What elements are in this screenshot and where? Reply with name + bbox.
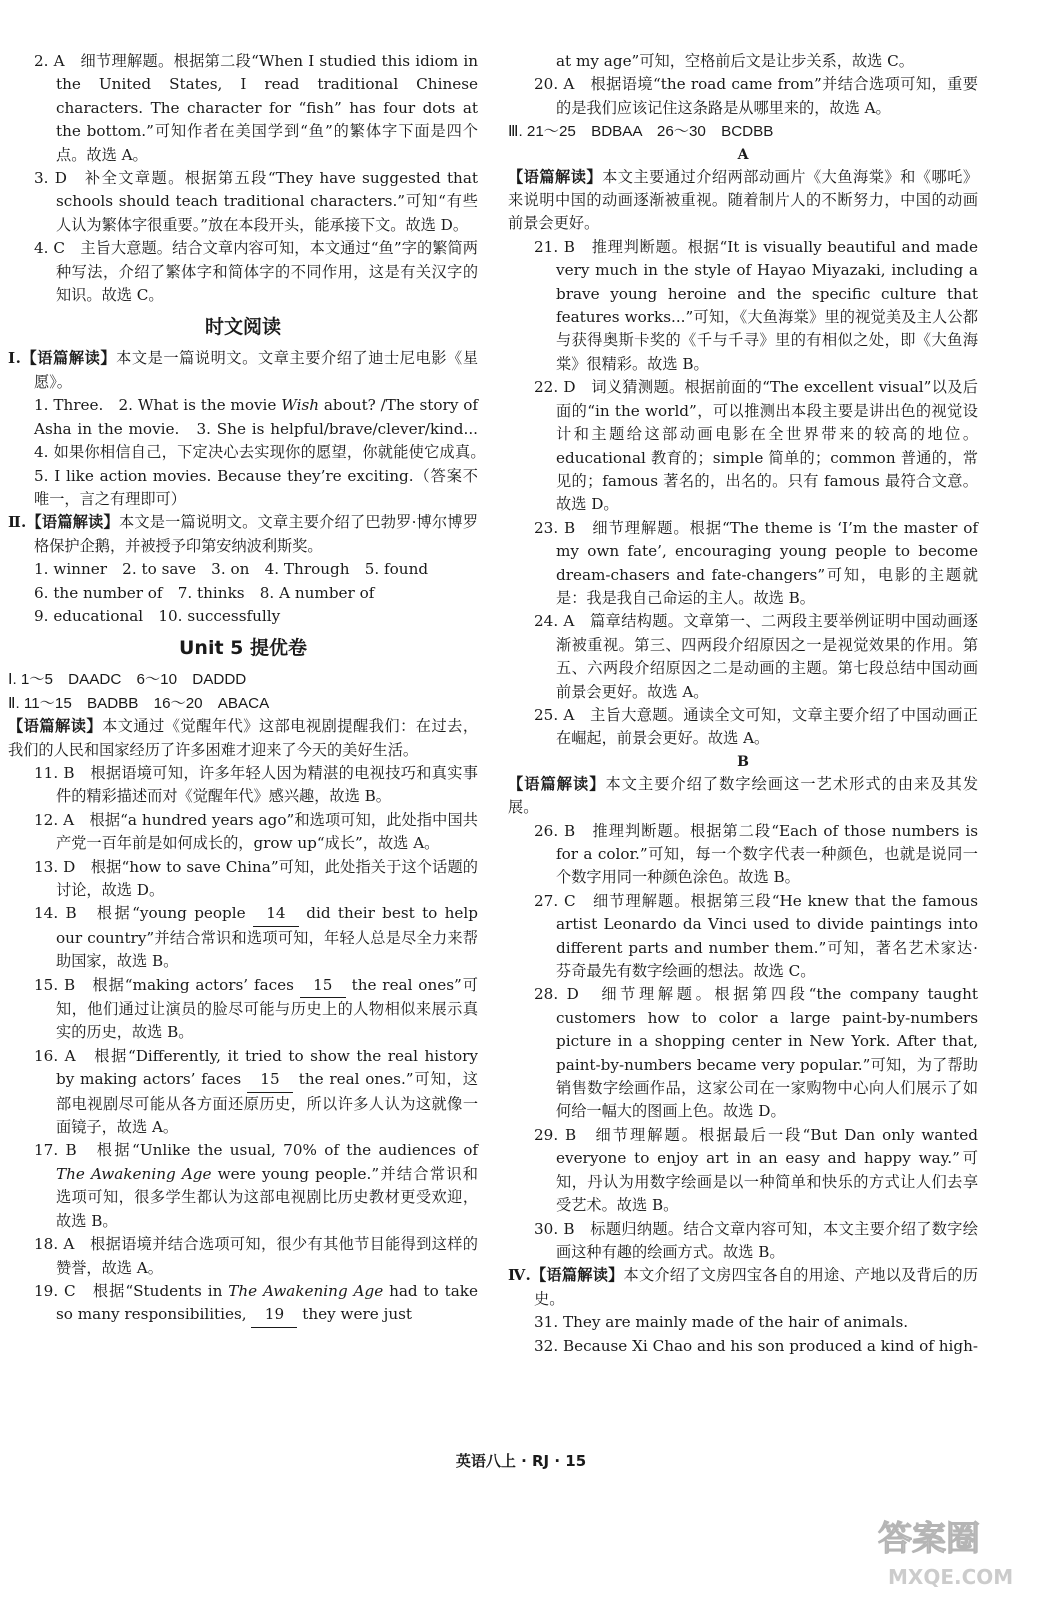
passage-note-A bbox=[508, 166, 978, 236]
roman-numeral: Ⅰ. bbox=[8, 349, 21, 368]
answer-item-3: 3. D 补全文章题。根据第五段“They have suggested that schools should teach traditional characters.”可知“有些人认为繁体字很重要。”放在本段开头，能承接下文。故选 D。 bbox=[34, 169, 478, 234]
blank-number: 15 bbox=[300, 974, 346, 998]
answer-item-21: 21. B 推理判断题。根据“It is visually beautiful and made very much in the style of Hayao Miyazaki, including a brave young heroine and the specific culture that features works...”可知，《大鱼海棠》里的视觉美及主人公都与获得奥斯卡奖的《千与千寻》里的有相似之处，即《大鱼海棠》很精彩。故选 B。 bbox=[534, 237, 978, 373]
answer-text: 14. B 根据“young people bbox=[34, 904, 253, 923]
note-text: 本文主要介绍了数字绘画这一艺术形式的由来及其发展。 bbox=[508, 774, 979, 817]
answer-item-32: 32. Because Xi Chao and his son produced a kind of high- bbox=[534, 1336, 979, 1355]
answer-text: about? /The story of Asha in the movie. 3. She is helpful/brave/clever/kind... 4. 如果你相信自己，下定决心去实现你的愿望，你就能使它成真。 5. I like action movies. Because they’re exciting.（答案不唯一，言之有理即可） bbox=[34, 396, 494, 508]
answer-text: did their best to help our country”并结合常识和选项可知，年轻人总是尽全力来帮助国家，故选 B。 bbox=[56, 904, 478, 971]
answer-item-14 bbox=[8, 902, 478, 973]
answer-item-20: 20. A 根据语境“the road came from”并结合选项可知，重要的是我们应该记住这条路是从哪里来的，故选 A。 bbox=[534, 75, 978, 117]
answer-text: 19. C 根据“Students in bbox=[34, 1281, 229, 1300]
answer-key-II: Ⅱ. 11～15 BADBB 16～20 ABACA bbox=[8, 694, 270, 712]
note-badge: 【语篇解读】 bbox=[508, 774, 606, 793]
answer-item-12: 12. A 根据“a hundred years ago”和选项可知，此处指中国共产党一百年前是如何成长的，grow up“成长”，故选 A。 bbox=[34, 810, 478, 853]
note-badge: 【语篇解读】 bbox=[26, 513, 119, 532]
note-text: 本文是一篇说明文。文章主要介绍了迪士尼电影《星愿》。 bbox=[34, 349, 479, 391]
page-footer: 英语八上 · RJ · 15 bbox=[455, 1452, 587, 1470]
answers-II-line-2: 6. the number of 7. thinks 8. A number of bbox=[34, 583, 375, 602]
answer-item-30: 30. B 标题归纳题。结合文章内容可知，本文主要介绍了数字绘画这种有趣的绘画方式。故选 B。 bbox=[534, 1219, 978, 1261]
passage-note-IV bbox=[508, 1264, 978, 1311]
watermark-url: MXQE.COM bbox=[888, 1565, 1014, 1589]
section-heading-unit5: Unit 5 提优卷 bbox=[179, 637, 307, 660]
answer-text: 17. B 根据“Unlike the usual, 70% of the audiences of bbox=[34, 1141, 478, 1160]
watermark-text: 答案圈 bbox=[878, 1519, 980, 1559]
right-column bbox=[508, 50, 978, 1358]
answer-text: 15. B 根据“making actors’ faces bbox=[34, 975, 300, 994]
passage-note-B bbox=[508, 773, 978, 820]
answer-text: 16. A 根据“Differently, it tried to show the real history by making actors’ faces bbox=[34, 1046, 478, 1089]
left-column bbox=[8, 50, 494, 1328]
answer-text: they were just bbox=[297, 1305, 413, 1324]
answer-item-15 bbox=[8, 974, 478, 1045]
answer-item-24: 24. A 篇章结构题。文章第一、二两段主要举例证明中国动画逐渐被重视。第三、四两段介绍原因之一是视觉效果的作用。第五、六两段介绍原因之二是动画的主题。第七段总结中国动画前景会更好。故选 A。 bbox=[534, 612, 978, 701]
answer-key-III: Ⅲ. 21～25 BDBAA 26～30 BCDBB bbox=[508, 123, 774, 141]
show-title: The Awakening Age bbox=[228, 1281, 384, 1300]
passage-note-unit5 bbox=[8, 715, 478, 762]
note-text: 本文介绍了文房四宝各自的用途、产地以及背后的历史。 bbox=[534, 1266, 978, 1308]
answer-item-16 bbox=[8, 1045, 478, 1140]
note-text: 本文是一篇说明文。文章主要介绍了巴勃罗·博尔博罗格保护企鹅，并被授予印第安纳波利斯奖。 bbox=[34, 513, 479, 555]
passage-note-II bbox=[8, 511, 478, 558]
answer-item-26: 26. B 推理判断题。根据第二段“Each of those numbers is for a color.”可知，每一个数字代表一种颜色，也就是说同一个数字用同一种颜色涂色。故选 B。 bbox=[534, 821, 978, 887]
answer-item-4: 4. C 主旨大意题。结合文章内容可知，本文通过“鱼”字的繁简两种写法，介绍了繁体字和简体字的不同作用，这是有关汉字的知识。故选 C。 bbox=[34, 239, 478, 305]
answer-item-29: 29. B 细节理解题。根据最后一段“But Dan only wanted everyone to enjoy art in an easy and happy way.”可知，丹认为用数字绘画是以一种简单和快乐的方式让人们去享受艺术。故选 B。 bbox=[534, 1125, 978, 1215]
answer-text: had to take so many responsibilities, bbox=[56, 1281, 478, 1324]
section-heading-reading: 时文阅读 bbox=[204, 316, 281, 339]
note-badge: 【语篇解读】 bbox=[8, 717, 103, 736]
note-badge: 【语篇解读】 bbox=[508, 167, 603, 186]
blank-number: 19 bbox=[251, 1303, 297, 1327]
answer-item-31: 31. They are mainly made of the hair of animals. bbox=[534, 1313, 909, 1332]
watermark-logo bbox=[868, 1488, 1038, 1596]
passage-note-I bbox=[8, 347, 478, 394]
section-letter-A: A bbox=[737, 146, 749, 163]
answers-II-line-3: 9. educational 10. successfully bbox=[34, 606, 281, 625]
roman-numeral: Ⅱ. bbox=[8, 513, 27, 532]
note-badge: 【语篇解读】 bbox=[530, 1266, 624, 1285]
show-title: The Awakening Age bbox=[56, 1164, 212, 1183]
answer-item-25: 25. A 主旨大意题。通读全文可知，文章主要介绍了中国动画正在崛起，前景会更好。故选 A。 bbox=[534, 705, 978, 748]
blank-number: 14 bbox=[253, 902, 299, 926]
answer-item-22: 22. D 词义猜测题。根据前面的“The excellent visual”以及后面的“in the world”，可以推测出本段主要是讲出色的视觉设计和主题给这部动画电影在全世界带来的较高的地位。educational 教育的；simple 简单的；common 普通的，常见的；famous 著名的，出名的。只有 famous 最符合文意。故选 D。 bbox=[534, 378, 978, 514]
answer-text: the real ones.”可知，这部电视剧尽可能从各方面还原历史，所以许多人认为这就像一面镜子，故选 A。 bbox=[56, 1070, 478, 1137]
section-letter-B: B bbox=[737, 753, 749, 770]
answer-item-19 bbox=[8, 1280, 478, 1328]
answer-text: 1. Three. 2. What is the movie bbox=[34, 396, 282, 415]
answers-II-line-1: 1. winner 2. to save 3. on 4. Through 5. found bbox=[34, 560, 429, 579]
note-text: 本文通过《觉醒年代》这部电视剧提醒我们：在过去，我们的人民和国家经历了许多困难才迎来了今天的美好生活。 bbox=[8, 717, 479, 759]
answer-text: were young people.”并结合常识和选项可知，很多学生都认为这部电视剧比历史教材更受欢迎，故选 B。 bbox=[56, 1164, 478, 1230]
answer-item-28: 28. D 细节理解题。根据第四段“the company taught customers how to color a large paint-by-numbers picture in a shopping center in New York. After that, paint-by-numbers became very popular.”可知，为了帮助销售数字绘画作品，这家公司在一家购物中心向人们展示了如何给一幅大的图画上色。故选 D。 bbox=[534, 985, 978, 1121]
answers-I bbox=[8, 394, 494, 511]
roman-numeral: Ⅳ. bbox=[508, 1266, 531, 1285]
answer-item-23: 23. B 细节理解题。根据“The theme is ‘I’m the master of my own fate’, encouraging young people to become dream-chasers and fate-changers”可知，电影的主题就是：我是我自己命运的主人。故选 B。 bbox=[534, 518, 978, 607]
answer-text: the real ones”可知，他们通过让演员的脸尽可能与历史上的人物相似来展示真实的历史，故选 B。 bbox=[56, 975, 478, 1042]
answer-item-18: 18. A 根据语境并结合选项可知，很少有其他节目能得到这样的赞誉，故选 A。 bbox=[34, 1235, 478, 1277]
movie-title: Wish bbox=[281, 396, 320, 415]
note-text: 本文主要通过介绍两部动画片《大鱼海棠》和《哪吒》来说明中国的动画逐渐被重视。随着制片人的不断努力，中国的动画前景会更好。 bbox=[508, 167, 979, 233]
answer-item-17 bbox=[8, 1139, 478, 1233]
answer-item-2: 2. A 细节理解题。根据第二段“When I studied this idiom in the United States, I read traditional Chinese characters. The character for “fish” has four dots at the bottom.”可知作者在美国学到“鱼”的繁体字下面是四个点。故选 A。 bbox=[34, 52, 478, 164]
answer-item-27: 27. C 细节理解题。根据第三段“He knew that the famous artist Leonardo da Vinci used to divide paintings into different parts and number them.”可知，著名艺术家达·芬奇最先有数字绘画的想法。故选 C。 bbox=[534, 891, 978, 981]
note-badge: 【语篇解读】 bbox=[20, 349, 117, 368]
answer-item-11: 11. B 根据语境可知，许多年轻人因为精湛的电视技巧和真实事件的精彩描述而对《觉醒年代》感兴趣，故选 B。 bbox=[34, 763, 478, 806]
answer-item-19-continued: at my age”可知，空格前后文是让步关系，故选 C。 bbox=[556, 52, 914, 70]
blank-number: 15 bbox=[247, 1068, 293, 1092]
answer-item-13: 13. D 根据“how to save China”可知，此处指关于这个话题的讨论，故选 D。 bbox=[34, 857, 478, 899]
answer-key-I: Ⅰ. 1～5 DAADC 6～10 DADDD bbox=[8, 671, 247, 689]
